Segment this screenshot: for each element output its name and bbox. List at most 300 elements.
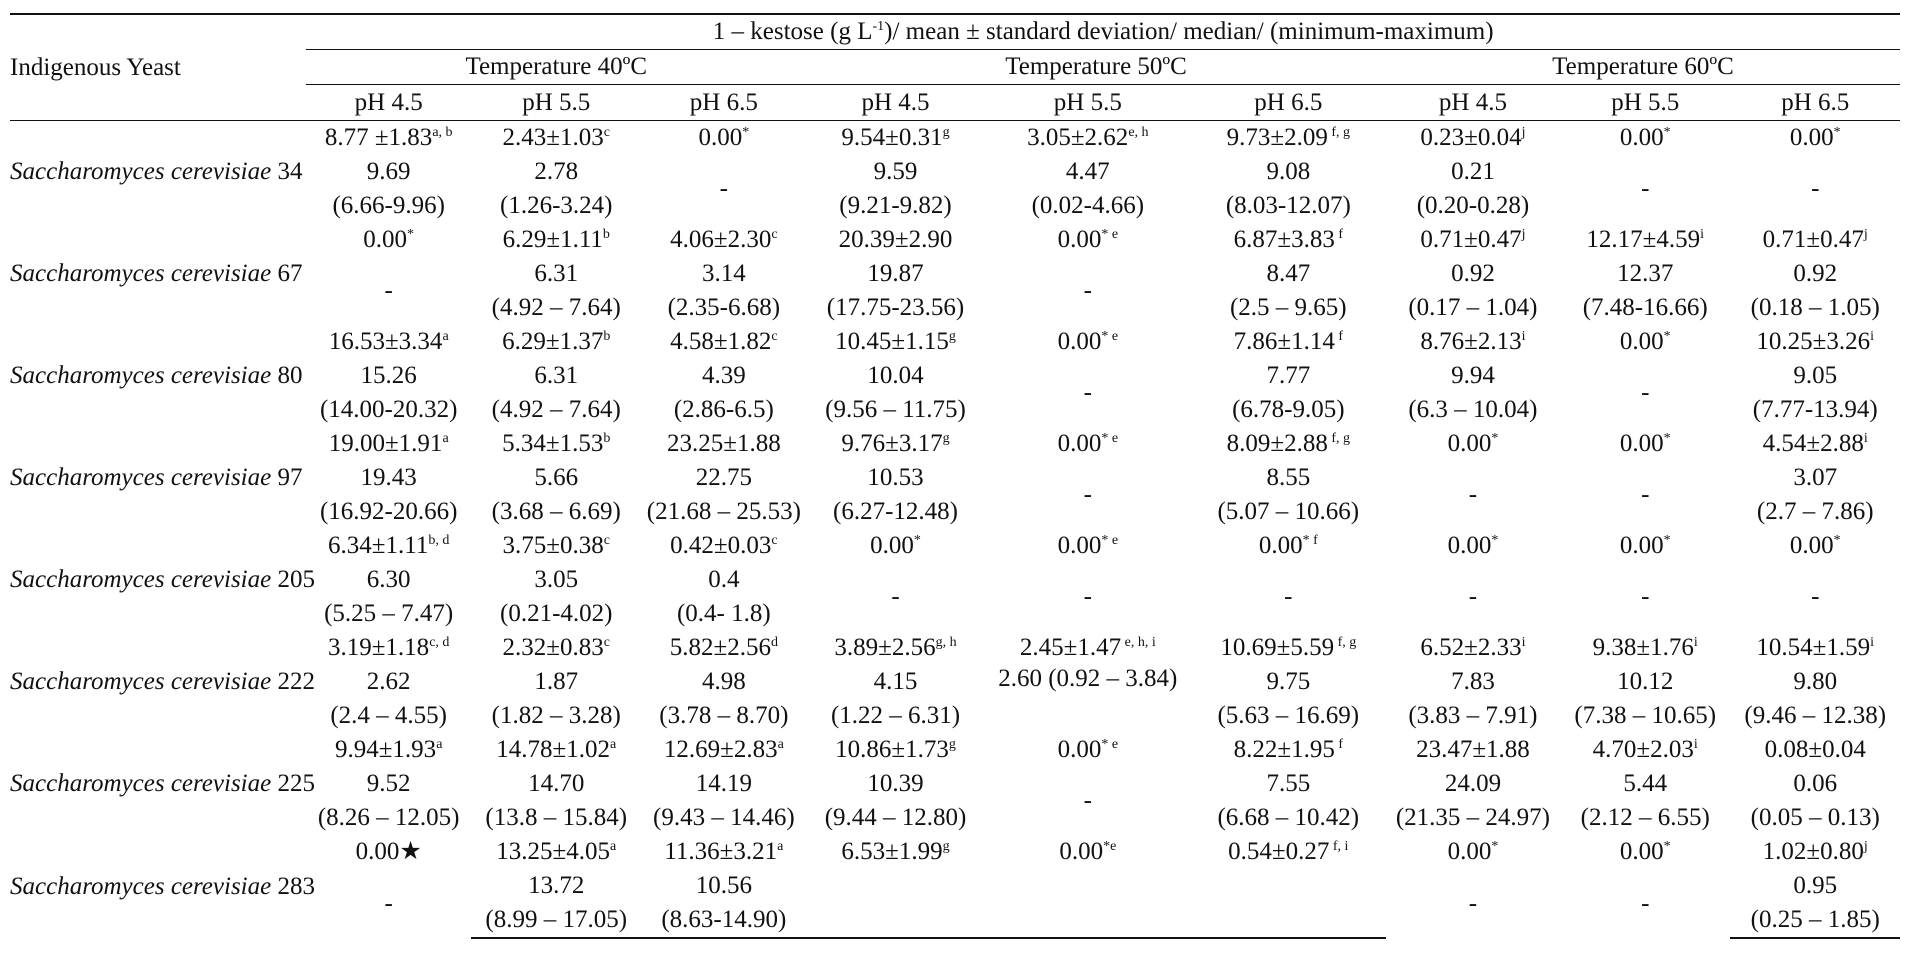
mean-cell bbox=[642, 529, 807, 563]
mean-cell bbox=[806, 529, 985, 563]
mean-value: 4.58±1.82 bbox=[670, 328, 772, 355]
mean-value: 0.00 bbox=[1057, 532, 1102, 559]
yeast-species: Saccharomyces cerevisiae bbox=[10, 770, 272, 797]
mean-value: 12.17±4.59 bbox=[1586, 226, 1701, 253]
median-cell: 14.19 bbox=[695, 770, 752, 797]
mean-value: 0.08±0.04 bbox=[1764, 736, 1866, 763]
significance-letter: a bbox=[442, 329, 449, 344]
mean-cell bbox=[642, 121, 807, 156]
mean-value: 9.76±3.17 bbox=[841, 430, 943, 457]
empty-dash-cell: - bbox=[1468, 481, 1478, 508]
median-cell: 10.56 bbox=[695, 872, 752, 899]
significance-letter: g bbox=[948, 329, 956, 344]
ph-header: pH 4.5 bbox=[306, 85, 471, 121]
median-cell: 14.70 bbox=[528, 770, 585, 797]
significance-letter: a, b bbox=[432, 125, 453, 140]
table-row bbox=[10, 835, 1900, 869]
ph-header: pH 5.5 bbox=[471, 85, 642, 121]
median-cell: 19.87 bbox=[867, 260, 924, 287]
range-cell: (0.20-0.28) bbox=[1416, 192, 1530, 219]
main-heading-text: 1 – kestose (g L bbox=[712, 18, 873, 45]
yeast-species: Saccharomyces cerevisiae bbox=[10, 872, 272, 900]
mean-value: 8.77 ±1.83 bbox=[324, 124, 433, 151]
range-cell: (8.99 – 17.05) bbox=[471, 903, 642, 938]
median-cell: 10.53 bbox=[867, 464, 924, 491]
yeast-name bbox=[10, 529, 315, 631]
significance-letter: i bbox=[1521, 329, 1526, 344]
range-cell: (9.56 – 11.75) bbox=[825, 396, 966, 423]
significance-letter: g bbox=[948, 737, 956, 752]
range-cell: (9.44 – 12.80) bbox=[824, 804, 967, 831]
mean-cell bbox=[1191, 427, 1386, 461]
range-cell: (9.46 – 12.38) bbox=[1744, 702, 1887, 729]
mean-value: 0.23±0.04 bbox=[1420, 124, 1522, 151]
significance-letter: *e bbox=[1103, 839, 1117, 854]
mean-cell bbox=[1386, 121, 1560, 156]
range-cell: (13.8 – 15.84) bbox=[485, 804, 628, 831]
significance-letter: j bbox=[1521, 227, 1526, 242]
range-cell bbox=[985, 903, 1191, 938]
significance-letter: i bbox=[1693, 635, 1698, 650]
range-cell: (9.43 – 14.46) bbox=[653, 804, 795, 831]
median-cell: 5.66 bbox=[534, 464, 579, 491]
median-cell: 8.55 bbox=[1266, 464, 1311, 491]
empty-dash-cell: - bbox=[1641, 481, 1650, 508]
significance-letter: * bbox=[1663, 839, 1671, 854]
range-cell: (6.66-9.96) bbox=[332, 192, 445, 219]
mean-cell bbox=[642, 835, 807, 869]
empty-dash-cell: - bbox=[1811, 175, 1820, 202]
median-cell: 9.75 bbox=[1266, 668, 1311, 695]
significance-letter: e, h, i bbox=[1121, 635, 1156, 650]
mean-value: 0.00 bbox=[1057, 328, 1102, 355]
range-cell: (16.92-20.66) bbox=[319, 498, 458, 525]
significance-letter: * bbox=[1663, 533, 1671, 548]
mean-cell bbox=[1730, 427, 1900, 461]
empty-dash-cell: - bbox=[719, 175, 728, 202]
mean-cell bbox=[806, 427, 985, 461]
mean-cell bbox=[1730, 121, 1900, 156]
median-cell: 4.39 bbox=[701, 362, 746, 389]
mean-value: 5.34±1.53 bbox=[502, 430, 604, 457]
significance-letter: e, h bbox=[1128, 125, 1149, 140]
range-cell: (6.68 – 10.42) bbox=[1217, 804, 1360, 831]
range-cell: (14.00-20.32) bbox=[319, 396, 458, 423]
mean-value: 0.71±0.47 bbox=[1762, 226, 1864, 253]
mean-cell bbox=[985, 631, 1191, 665]
yeast-species: Saccharomyces cerevisiae bbox=[10, 464, 272, 491]
mean-cell bbox=[985, 427, 1191, 461]
median-cell bbox=[1191, 869, 1386, 903]
significance-letter: c bbox=[603, 533, 610, 548]
median-cell: 9.80 bbox=[1793, 668, 1838, 695]
range-cell: (6.27-12.48) bbox=[833, 498, 959, 525]
significance-letter: i bbox=[1521, 635, 1526, 650]
range-cell: (2.7 – 7.86) bbox=[1756, 498, 1874, 525]
median-cell: 0.95 bbox=[1793, 872, 1838, 899]
range-cell: (0.02-4.66) bbox=[1031, 192, 1145, 219]
range-cell: (0.18 – 1.05) bbox=[1750, 294, 1880, 321]
empty-dash-cell: - bbox=[1641, 379, 1650, 406]
significance-letter: b, d bbox=[428, 533, 450, 548]
significance-letter: * bbox=[407, 227, 415, 242]
empty-dash-cell: - bbox=[384, 889, 393, 917]
mean-value: 8.76±2.13 bbox=[1420, 328, 1522, 355]
mean-value: 0.00 bbox=[1447, 532, 1492, 559]
range-cell: (0.25 – 1.85) bbox=[1730, 903, 1900, 938]
table-row bbox=[10, 223, 1900, 257]
mean-cell bbox=[1730, 529, 1900, 563]
mean-value: 0.54±0.27 bbox=[1228, 838, 1330, 865]
mean-cell bbox=[306, 529, 471, 563]
median-cell: 10.12 bbox=[1617, 668, 1674, 695]
mean-cell bbox=[1191, 733, 1386, 767]
median-cell: 6.30 bbox=[366, 566, 411, 593]
median-cell bbox=[806, 869, 985, 903]
mean-value: 0.00 bbox=[1447, 430, 1492, 457]
significance-letter: g bbox=[942, 431, 950, 446]
significance-letter: * bbox=[1663, 431, 1671, 446]
significance-letter: * e bbox=[1101, 533, 1119, 548]
mean-value: 0.00 bbox=[1057, 430, 1102, 457]
mean-value: 2.32±0.83 bbox=[502, 634, 604, 661]
significance-letter: * bbox=[1663, 125, 1671, 140]
mean-value: 2.43±1.03 bbox=[502, 124, 604, 151]
table-row bbox=[10, 529, 1900, 563]
mean-value: 3.75±0.38 bbox=[502, 532, 604, 559]
mean-value: 0.00 bbox=[1789, 124, 1834, 151]
mean-value: 12.69±2.83 bbox=[663, 736, 778, 763]
mean-value: 5.82±2.56 bbox=[669, 634, 771, 661]
mean-cell bbox=[471, 223, 642, 257]
significance-letter: c bbox=[771, 329, 778, 344]
significance-letter: * bbox=[1491, 431, 1499, 446]
empty-dash-cell: - bbox=[1083, 379, 1092, 406]
median-cell: 2.78 bbox=[534, 158, 579, 185]
range-cell: (5.07 – 10.66) bbox=[1217, 498, 1360, 525]
median-cell: 10.39 bbox=[867, 770, 924, 797]
mean-value: 0.00 bbox=[1619, 328, 1664, 355]
median-cell: 7.83 bbox=[1451, 668, 1495, 695]
mean-cell bbox=[1560, 529, 1731, 563]
mean-value: 0.00 bbox=[1619, 430, 1664, 457]
ph-header: pH 6.5 bbox=[642, 85, 807, 121]
significance-letter: * bbox=[913, 533, 921, 548]
range-cell: (4.92 – 7.64) bbox=[491, 294, 621, 321]
temperature-60-header: Temperature 60ºC bbox=[1386, 50, 1900, 85]
mean-cell bbox=[471, 325, 642, 359]
mean-value: 6.87±3.83 bbox=[1233, 226, 1335, 253]
mean-value: 23.25±1.88 bbox=[666, 430, 781, 457]
mean-value: 0.71±0.47 bbox=[1420, 226, 1522, 253]
significance-letter: f bbox=[1334, 329, 1344, 344]
range-cell: (1.22 – 6.31) bbox=[830, 702, 961, 729]
median-cell: 9.69 bbox=[366, 158, 411, 185]
yeast-name bbox=[10, 835, 315, 938]
range-cell: (0.4- 1.8) bbox=[676, 600, 771, 627]
median-cell: 0.21 bbox=[1451, 158, 1495, 185]
range-cell: (8.63-14.90) bbox=[642, 903, 807, 938]
mean-cell bbox=[642, 733, 807, 767]
median-cell: 2.62 bbox=[366, 668, 411, 695]
significance-letter: * e bbox=[1101, 737, 1119, 752]
mean-cell bbox=[1386, 733, 1560, 767]
significance-letter: c bbox=[771, 533, 778, 548]
mean-value: 7.86±1.14 bbox=[1233, 328, 1335, 355]
mean-value: 8.09±2.88 bbox=[1226, 430, 1328, 457]
empty-dash-cell: - bbox=[1641, 175, 1650, 202]
mean-value: 0.00 bbox=[1619, 838, 1664, 865]
range-cell: (6.3 – 10.04) bbox=[1408, 396, 1538, 423]
kestose-table bbox=[10, 13, 1900, 939]
mean-cell bbox=[985, 121, 1191, 156]
mean-cell bbox=[1560, 427, 1731, 461]
table-row bbox=[10, 427, 1900, 461]
yeast-name bbox=[10, 427, 306, 529]
median-cell: 1.87 bbox=[534, 668, 579, 695]
temperature-40-header: Temperature 40ºC bbox=[306, 50, 806, 85]
mean-cell bbox=[306, 733, 471, 767]
range-cell: (7.48-16.66) bbox=[1582, 294, 1708, 321]
mean-value: 0.00 bbox=[1789, 532, 1834, 559]
significance-letter: a bbox=[436, 737, 443, 752]
empty-dash-cell: - bbox=[1811, 583, 1820, 610]
mean-cell bbox=[642, 631, 807, 665]
row-label-header: Indigenous Yeast bbox=[10, 14, 306, 121]
mean-value: 0.00 bbox=[1057, 736, 1102, 763]
mean-cell bbox=[806, 631, 985, 665]
table-row bbox=[10, 733, 1900, 767]
mean-value: 6.34±1.11 bbox=[328, 532, 429, 559]
range-cell: (2.5 – 9.65) bbox=[1229, 294, 1347, 321]
empty-dash-cell: - bbox=[1468, 583, 1478, 610]
mean-value: 3.05±2.62 bbox=[1027, 124, 1129, 151]
mean-cell bbox=[1560, 223, 1731, 257]
mean-cell bbox=[806, 121, 985, 156]
mean-value: 4.06±2.30 bbox=[670, 226, 772, 253]
mean-cell bbox=[985, 529, 1191, 563]
range-cell: (2.35-6.68) bbox=[667, 294, 781, 321]
mean-cell bbox=[1386, 223, 1560, 257]
significance-letter: j bbox=[1521, 125, 1526, 140]
mean-cell bbox=[1730, 631, 1900, 665]
mean-cell bbox=[1191, 835, 1386, 869]
significance-letter: b bbox=[603, 329, 611, 344]
significance-letter: f, i bbox=[1329, 839, 1349, 854]
significance-letter: a bbox=[777, 737, 784, 752]
range-cell: (21.68 – 25.53) bbox=[646, 498, 801, 525]
median-cell: 9.08 bbox=[1266, 158, 1311, 185]
mean-value: 0.00 bbox=[1057, 226, 1102, 253]
mean-cell bbox=[1191, 325, 1386, 359]
empty-dash-cell: - bbox=[384, 277, 393, 304]
mean-cell bbox=[806, 223, 985, 257]
yeast-strain: 97 bbox=[271, 464, 303, 491]
main-heading-sup: -1 bbox=[872, 19, 885, 34]
mean-value: 11.36±3.21 bbox=[664, 838, 778, 865]
yeast-strain: 80 bbox=[271, 362, 303, 389]
yeast-name bbox=[10, 733, 315, 835]
median-cell: 3.14 bbox=[701, 260, 746, 287]
mean-value: 19.00±1.91 bbox=[328, 430, 443, 457]
significance-letter: i bbox=[1693, 737, 1698, 752]
range-cell: (3.78 – 8.70) bbox=[659, 702, 789, 729]
mean-cell bbox=[1191, 223, 1386, 257]
range-cell: (17.75-23.56) bbox=[826, 294, 965, 321]
mean-cell bbox=[1386, 631, 1560, 665]
significance-letter: a bbox=[777, 839, 784, 854]
range-cell bbox=[806, 903, 985, 938]
median-cell: 4.98 bbox=[701, 668, 746, 695]
yeast-species: Saccharomyces cerevisiae bbox=[10, 362, 272, 389]
mean-value: 0.00 bbox=[1447, 838, 1492, 865]
median-cell: 0.4 bbox=[708, 566, 740, 593]
significance-letter: c, d bbox=[429, 635, 450, 650]
yeast-strain: 222 bbox=[271, 668, 315, 695]
range-cell: (21.35 – 24.97) bbox=[1395, 804, 1551, 831]
significance-letter: f, g bbox=[1334, 635, 1357, 650]
median-cell: 0.92 bbox=[1793, 260, 1838, 287]
significance-letter: c bbox=[603, 125, 610, 140]
median-cell: 19.43 bbox=[360, 464, 417, 491]
median-cell: 0.06 bbox=[1793, 770, 1838, 797]
mean-value: 10.69±5.59 bbox=[1220, 634, 1335, 661]
median-cell: 0.92 bbox=[1451, 260, 1495, 287]
mean-value: 6.53±1.99 bbox=[841, 838, 943, 865]
mean-value: 6.52±2.33 bbox=[1420, 634, 1522, 661]
significance-letter: i bbox=[1870, 329, 1875, 344]
significance-letter: d bbox=[770, 635, 778, 650]
mean-cell bbox=[985, 325, 1191, 359]
mean-value: 16.53±3.34 bbox=[328, 328, 443, 355]
mean-value: 0.00★ bbox=[355, 838, 422, 865]
mean-cell bbox=[985, 733, 1191, 767]
mean-cell bbox=[1560, 631, 1731, 665]
median-cell: 7.77 bbox=[1266, 362, 1311, 389]
mean-cell bbox=[1560, 325, 1731, 359]
yeast-strain: 225 bbox=[271, 770, 315, 797]
range-cell: (0.17 – 1.04) bbox=[1408, 294, 1538, 321]
mean-value: 4.54±2.88 bbox=[1762, 430, 1864, 457]
significance-letter: c bbox=[771, 227, 778, 242]
mean-value: 0.00 bbox=[870, 532, 914, 559]
significance-letter: f bbox=[1334, 227, 1344, 242]
mean-cell bbox=[1560, 733, 1731, 767]
median-cell: 6.31 bbox=[534, 362, 579, 389]
mean-cell bbox=[1191, 121, 1386, 156]
significance-letter: * bbox=[742, 125, 750, 140]
range-cell: (3.68 – 6.69) bbox=[491, 498, 621, 525]
median-cell: 12.37 bbox=[1617, 260, 1674, 287]
mean-value: 10.86±1.73 bbox=[835, 736, 949, 763]
range-cell: (0.05 – 0.13) bbox=[1750, 804, 1880, 831]
ph-header: pH 4.5 bbox=[806, 85, 985, 121]
table-row bbox=[10, 631, 1900, 665]
significance-letter: i bbox=[1870, 635, 1875, 650]
mean-value: 0.00 bbox=[1258, 532, 1303, 559]
significance-letter: * bbox=[1663, 329, 1671, 344]
mean-cell bbox=[471, 835, 642, 869]
significance-letter: * bbox=[1833, 533, 1841, 548]
mean-value: 3.89±2.56 bbox=[834, 634, 936, 661]
empty-dash-cell: - bbox=[1284, 583, 1293, 610]
range-cell: (4.92 – 7.64) bbox=[491, 396, 621, 423]
significance-letter: b bbox=[602, 227, 610, 242]
significance-letter: g bbox=[942, 839, 950, 854]
mean-cell bbox=[985, 223, 1191, 257]
temperature-50-header: Temperature 50ºC bbox=[806, 50, 1386, 85]
ph-header: pH 5.5 bbox=[985, 85, 1191, 121]
median-cell: 9.94 bbox=[1451, 362, 1495, 389]
range-cell: (1.26-3.24) bbox=[500, 192, 613, 219]
significance-letter: i bbox=[1700, 227, 1705, 242]
range-cell: (5.63 – 16.69) bbox=[1217, 702, 1360, 729]
range-cell: (8.03-12.07) bbox=[1225, 192, 1351, 219]
range-cell bbox=[1191, 903, 1386, 938]
significance-letter: g, h bbox=[935, 635, 957, 650]
range-cell: (0.21-4.02) bbox=[500, 600, 613, 627]
mean-cell bbox=[471, 427, 642, 461]
significance-letter: g bbox=[942, 125, 950, 140]
table-row bbox=[10, 325, 1900, 359]
yeast-name bbox=[10, 325, 306, 427]
mean-value: 0.00 bbox=[363, 226, 408, 253]
mean-cell bbox=[1560, 121, 1731, 156]
mean-value: 13.25±4.05 bbox=[496, 838, 611, 865]
significance-letter: a bbox=[610, 737, 617, 752]
mean-cell bbox=[1730, 733, 1900, 767]
empty-dash-cell: - bbox=[1083, 583, 1092, 610]
mean-cell bbox=[642, 223, 807, 257]
significance-letter: b bbox=[603, 431, 611, 446]
significance-letter: * bbox=[1833, 125, 1841, 140]
yeast-strain: 34 bbox=[271, 158, 303, 185]
mean-value: 9.38±1.76 bbox=[1592, 634, 1694, 661]
mean-value: 23.47±1.88 bbox=[1416, 736, 1530, 763]
yeast-name bbox=[10, 121, 306, 224]
mean-value: 10.25±3.26 bbox=[1756, 328, 1871, 355]
significance-letter: j bbox=[1863, 227, 1868, 242]
median-cell: 9.59 bbox=[873, 158, 918, 185]
empty-dash-cell: - bbox=[1083, 787, 1092, 814]
mean-cell bbox=[306, 223, 471, 257]
ph-header: pH 6.5 bbox=[1191, 85, 1386, 121]
mean-value: 0.00 bbox=[1619, 532, 1664, 559]
empty-dash-cell: - bbox=[1083, 481, 1092, 508]
mean-value: 9.73±2.09 bbox=[1226, 124, 1328, 151]
mean-value: 0.00 bbox=[1619, 124, 1664, 151]
significance-letter: * e bbox=[1101, 431, 1119, 446]
range-cell: (9.21-9.82) bbox=[839, 192, 952, 219]
median-cell: 15.26 bbox=[360, 362, 417, 389]
significance-letter: * e bbox=[1101, 227, 1119, 242]
mean-value: 10.54±1.59 bbox=[1756, 634, 1871, 661]
range-cell: (7.77-13.94) bbox=[1752, 396, 1878, 423]
range-cell: (2.4 – 4.55) bbox=[330, 702, 447, 729]
range-cell: (7.38 – 10.65) bbox=[1574, 702, 1717, 729]
mean-cell bbox=[306, 631, 471, 665]
median-cell: 4.47 bbox=[1065, 158, 1110, 185]
significance-letter: * e bbox=[1101, 329, 1119, 344]
significance-letter: c bbox=[603, 635, 610, 650]
significance-letter: f, g bbox=[1327, 125, 1351, 140]
mean-cell bbox=[806, 325, 985, 359]
ph-header: pH 5.5 bbox=[1560, 85, 1731, 121]
significance-letter: i bbox=[1863, 431, 1868, 446]
significance-letter: f bbox=[1334, 737, 1344, 752]
mean-cell bbox=[306, 835, 471, 869]
median-cell: 4.15 bbox=[873, 668, 918, 695]
